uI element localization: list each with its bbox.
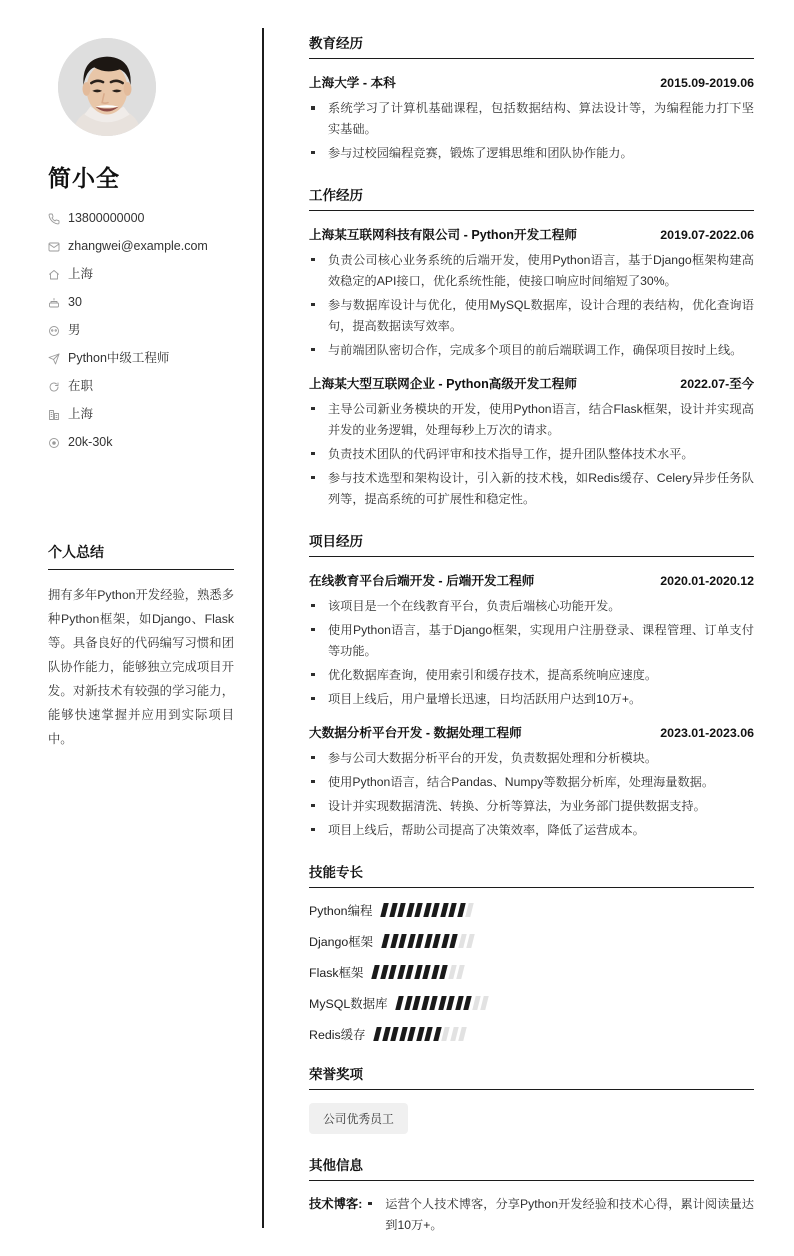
- skill-bar-filled: [389, 965, 397, 979]
- skill-name: Python编程: [309, 903, 373, 918]
- bullet-item: 参与过校园编程竞赛，锻炼了逻辑思维和团队协作能力。: [309, 143, 754, 164]
- contact-value: 上海: [68, 407, 94, 421]
- contact-value: 上海: [68, 267, 94, 281]
- skill-bar-filled: [381, 903, 389, 917]
- bullet-list: [366, 1194, 754, 1236]
- award-badge-list: [309, 1103, 754, 1134]
- bullet-item: 使用Python语言，结合Pandas、Numpy等数据分析库，处理海量数据。: [309, 772, 754, 793]
- skill-bar-filled: [381, 934, 389, 948]
- bullet-item: 系统学习了计算机基础课程，包括数据结构、算法设计等，为编程能力打下坚实基础。: [309, 98, 754, 140]
- bullet-item: 负责公司核心业务系统的后端开发，使用Python语言，基于Django框架构建高效稳定的API接口，优化系统性能，使接口响应时间缩短了30%。: [309, 250, 754, 292]
- skill-bar-filled: [390, 934, 398, 948]
- bullet-item: 设计并实现数据清洗、转换、分析等算法，为业务部门提供数据支持。: [309, 796, 754, 817]
- skill-name: MySQL数据库: [309, 996, 388, 1011]
- contact-value: Python中级工程师: [68, 351, 170, 365]
- bullet-item: 参与数据库设计与优化，使用MySQL数据库，设计合理的表结构，优化查询语句，提高数据读写效率。: [309, 295, 754, 337]
- skill-bar-filled: [464, 996, 472, 1010]
- work-entry: [309, 224, 754, 361]
- skills-list: [309, 901, 754, 1043]
- skill-bar-filled: [438, 996, 446, 1010]
- skill-bar-filled: [399, 1027, 407, 1041]
- skill-bar-filled: [416, 1027, 424, 1041]
- target-icon: [48, 436, 68, 450]
- bullet-item: 项目上线后，帮助公司提高了决策效率，降低了运营成本。: [309, 820, 754, 841]
- phone-icon: [48, 212, 68, 226]
- other-info-body: [366, 1194, 754, 1236]
- envelope-icon: [48, 240, 68, 254]
- bullet-list: [309, 250, 754, 361]
- page-title: 简小全: [48, 165, 120, 191]
- skill-name: Redis缓存: [309, 1027, 366, 1042]
- skill-row: [309, 932, 754, 950]
- contact-item-status: [48, 379, 234, 394]
- bullet-item: 主导公司新业务模块的开发，使用Python语言，结合Flask框架，设计并实现高并发的业务逻辑，处理每秒上万次的请求。: [309, 399, 754, 441]
- skill-bar-filled: [423, 903, 431, 917]
- entry-date: 2022.07-至今: [680, 376, 754, 391]
- entry-head: [309, 570, 754, 589]
- other-info-label: 技术博客:: [309, 1196, 363, 1211]
- skill-bar-empty: [442, 1027, 450, 1041]
- skill-bar-filled: [415, 903, 423, 917]
- skill-bar-filled: [406, 903, 414, 917]
- contact-list: [48, 211, 234, 450]
- contact-value: 20k-30k: [68, 435, 113, 449]
- section-title-awards: 荣誉奖项: [309, 1063, 754, 1090]
- building-icon: [48, 408, 68, 422]
- skill-bar-filled: [398, 903, 406, 917]
- skill-name: Django框架: [309, 934, 374, 949]
- gender-icon: [48, 324, 68, 338]
- status-badge: 公司优秀员工: [309, 1103, 408, 1134]
- section-education: [309, 32, 754, 164]
- section-title-projects: 项目经历: [309, 530, 754, 557]
- summary-text: 拥有多年Python开发经验，熟悉多种Python框架，如Django、Flask等。具备良好的代码编写习惯和团队协作能力，能够独立完成项目开发。对新技术有较强的学习能力，能够快速掌握并应用到实际项目中。: [48, 588, 234, 746]
- avatar: [58, 38, 156, 136]
- bullet-list: [309, 748, 754, 841]
- skill-bar-filled: [413, 996, 421, 1010]
- cake-icon: [48, 296, 68, 310]
- skill-bar-filled: [396, 996, 404, 1010]
- home-icon: [48, 268, 68, 282]
- project-entry: [309, 570, 754, 710]
- contact-value: 在职: [68, 379, 94, 393]
- skill-bar-filled: [404, 996, 412, 1010]
- entry-date: 2015.09-2019.06: [660, 76, 754, 90]
- contact-item-phone: [48, 211, 234, 226]
- refresh-icon: [48, 380, 68, 394]
- bullet-list: [309, 399, 754, 510]
- contact-item-age: [48, 295, 234, 310]
- contact-item-email: [48, 239, 234, 254]
- contact-value: 男: [68, 323, 81, 337]
- skill-level-meter: [375, 1027, 465, 1041]
- summary-title: 个人总结: [48, 542, 234, 570]
- bullet-item: 负责技术团队的代码评审和技术指导工作，提升团队整体技术水平。: [309, 444, 754, 465]
- section-skills: [309, 861, 754, 1043]
- send-icon: [48, 352, 68, 366]
- skill-bar-filled: [382, 1027, 390, 1041]
- entry-title: 大数据分析平台开发 - 数据处理工程师: [309, 725, 522, 740]
- bullet-item: 该项目是一个在线教育平台，负责后端核心功能开发。: [309, 596, 754, 617]
- summary-section: [48, 542, 234, 752]
- section-work: [309, 184, 754, 510]
- section-projects: [309, 530, 754, 841]
- entry-title: 上海某大型互联网企业 - Python高级开发工程师: [309, 376, 577, 391]
- section-title-other-info: 其他信息: [309, 1154, 754, 1181]
- portrait-photo-icon: [58, 38, 156, 136]
- section-awards: [309, 1063, 754, 1134]
- skill-bar-empty: [466, 903, 474, 917]
- contact-item-salary: [48, 435, 234, 450]
- other-info-entry: [309, 1194, 754, 1236]
- main-content: [264, 0, 794, 1256]
- contact-value: 30: [68, 295, 82, 309]
- bullet-item: 参与技术选型和架构设计，引入新的技术栈，如Redis缓存、Celery异步任务队列等，提高系统的可扩展性和稳定性。: [309, 468, 754, 510]
- contact-item-position: [48, 351, 234, 366]
- entry-head: [309, 722, 754, 741]
- entry-head: [309, 373, 754, 392]
- skill-bar-filled: [425, 1027, 433, 1041]
- skill-bar-filled: [432, 934, 440, 948]
- bullet-item: 与前端团队密切合作，完成多个项目的前后端联调工作，确保项目按时上线。: [309, 340, 754, 361]
- contact-item-hometown: [48, 267, 234, 282]
- skill-bar-filled: [397, 965, 405, 979]
- skill-bar-filled: [455, 996, 463, 1010]
- section-title-education: 教育经历: [309, 32, 754, 59]
- skill-bar-filled: [432, 903, 440, 917]
- skill-bar-filled: [398, 934, 406, 948]
- skill-bar-empty: [481, 996, 489, 1010]
- skill-name: Flask框架: [309, 965, 364, 980]
- skill-bar-filled: [440, 903, 448, 917]
- skill-bar-filled: [406, 965, 414, 979]
- skill-bar-filled: [431, 965, 439, 979]
- skill-bar-empty: [457, 965, 465, 979]
- skill-bar-filled: [447, 996, 455, 1010]
- skill-bar-filled: [440, 965, 448, 979]
- skill-bar-filled: [421, 996, 429, 1010]
- entry-head: [309, 72, 754, 91]
- skill-bar-filled: [449, 934, 457, 948]
- skill-bar-filled: [391, 1027, 399, 1041]
- skill-bar-filled: [457, 903, 465, 917]
- skill-bar-filled: [380, 965, 388, 979]
- entry-title: 上海大学 - 本科: [309, 76, 396, 90]
- entry-date: 2020.01-2020.12: [660, 573, 754, 588]
- work-entry: [309, 373, 754, 510]
- skill-bar-empty: [472, 996, 480, 1010]
- bullet-item: 项目上线后，用户量增长迅速，日均活跃用户达到10万+。: [309, 689, 754, 710]
- contact-item-gender: [48, 323, 234, 338]
- skill-level-meter: [383, 934, 473, 948]
- skill-bar-filled: [374, 1027, 382, 1041]
- entry-title: 上海某互联网科技有限公司 - Python开发工程师: [309, 227, 577, 242]
- skill-bar-empty: [466, 934, 474, 948]
- skill-bar-filled: [415, 934, 423, 948]
- bullet-list: [309, 98, 754, 164]
- bullet-list: [309, 596, 754, 710]
- skill-level-meter: [397, 996, 487, 1010]
- skill-bar-filled: [424, 934, 432, 948]
- bullet-item: 运营个人技术博客，分享Python开发经验和技术心得，累计阅读量达到10万+。: [366, 1194, 754, 1236]
- education-entry: [309, 72, 754, 164]
- skill-bar-filled: [423, 965, 431, 979]
- skill-bar-empty: [448, 965, 456, 979]
- skill-bar-filled: [389, 903, 397, 917]
- contact-value: 13800000000: [68, 211, 145, 225]
- skill-bar-filled: [407, 934, 415, 948]
- section-other-info: [309, 1154, 754, 1236]
- entry-head: [309, 224, 754, 243]
- entry-title: 在线教育平台后端开发 - 后端开发工程师: [309, 573, 535, 588]
- skill-bar-filled: [441, 934, 449, 948]
- skill-bar-filled: [414, 965, 422, 979]
- skill-bar-empty: [459, 1027, 467, 1041]
- bullet-item: 使用Python语言，基于Django框架，实现用户注册登录、课程管理、订单支付等功能。: [309, 620, 754, 662]
- entry-date: 2019.07-2022.06: [660, 227, 754, 242]
- skill-bar-empty: [458, 934, 466, 948]
- bullet-item: 参与公司大数据分析平台的开发，负责数据处理和分析模块。: [309, 748, 754, 769]
- skill-row: [309, 963, 754, 981]
- skill-bar-filled: [430, 996, 438, 1010]
- section-title-work: 工作经历: [309, 184, 754, 211]
- skill-row: [309, 994, 754, 1012]
- skill-level-meter: [373, 965, 463, 979]
- section-title-skills: 技能专长: [309, 861, 754, 888]
- skill-row: [309, 901, 754, 919]
- skill-row: [309, 1025, 754, 1043]
- entry-date: 2023.01-2023.06: [660, 725, 754, 740]
- contact-item-work-city: [48, 407, 234, 422]
- skill-bar-filled: [433, 1027, 441, 1041]
- skill-bar-filled: [372, 965, 380, 979]
- bullet-item: 优化数据库查询，使用索引和缓存技术，提高系统响应速度。: [309, 665, 754, 686]
- skill-bar-empty: [450, 1027, 458, 1041]
- skill-level-meter: [382, 903, 472, 917]
- project-entry: [309, 722, 754, 841]
- skill-bar-filled: [449, 903, 457, 917]
- skill-bar-filled: [408, 1027, 416, 1041]
- contact-value: zhangwei@example.com: [68, 239, 208, 253]
- sidebar: [0, 0, 264, 1256]
